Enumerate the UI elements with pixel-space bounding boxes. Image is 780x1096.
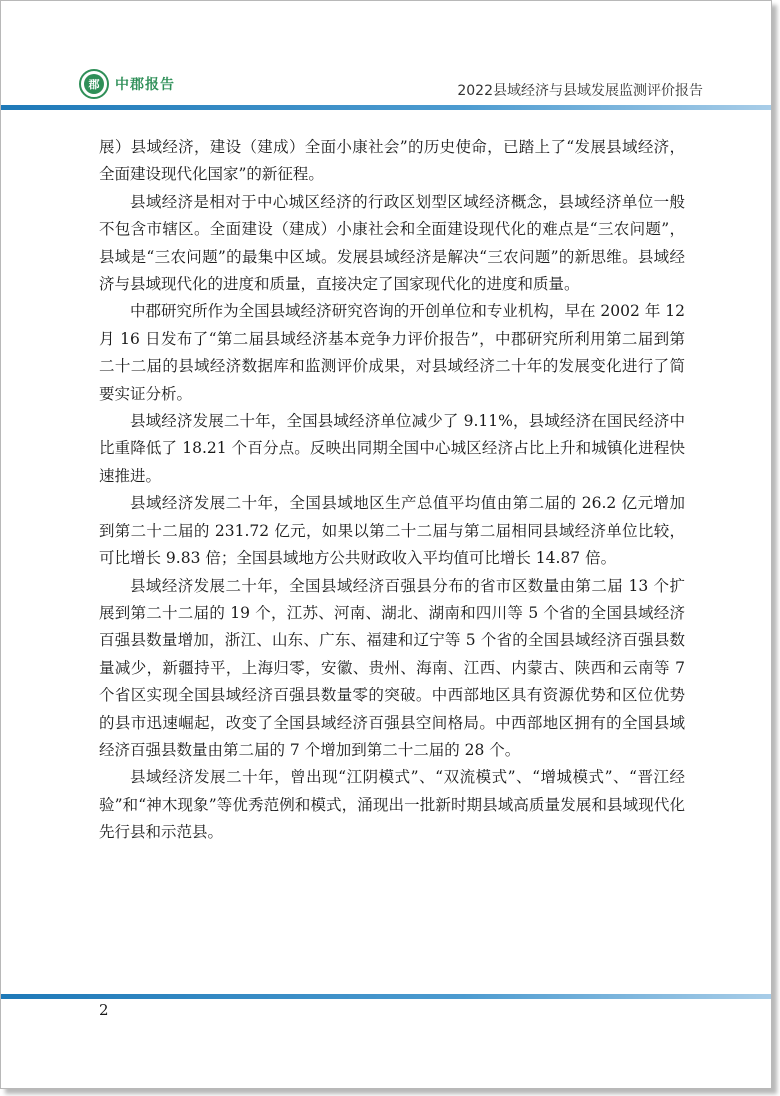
paragraph: 县域经济发展二十年，全国县域地区生产总值平均值由第二届的 26.2 亿元增加到第二十二届的 231.72 亿元，如果以第二十二届与第二届相同县域经济单位比较，可比增长 9.83 倍；全国县域地方公共财政收入平均值可比增长 14.87 倍。 bbox=[99, 494, 685, 568]
paragraph: 县域经济发展二十年，全国县域经济单位减少了 9.11%，县域经济在国民经济中比重降低了 18.21 个百分点。反映出同期全国中心城区经济占比上升和城镇化进程快速推进。 bbox=[99, 412, 685, 485]
paragraph: 中郡研究所作为全国县域经济研究咨询的开创单位和专业机构，早在 2002 年 12 月 16 日发布了“第二届县域经济基本竞争力评价报告”，中郡研究所利用第二届到第二十二届的县域经济数据库和监测评价成果，对县域经济二十年的发展变化进行了简要实证分析。 bbox=[99, 302, 685, 403]
body-text bbox=[99, 134, 685, 847]
brand-seal-icon bbox=[79, 69, 109, 99]
footer-divider bbox=[1, 994, 771, 999]
paragraph: 县域经济是相对于中心城区经济的行政区划型区域经济概念，县域经济单位一般不包含市辖区。全面建设（建成）小康社会和全面建设现代化的难点是“三农问题”，县域是“三农问题”的最集中区域。发展县域经济是解决“三农问题”的新思维。县域经济与县域现代化的进度和质量，直接决定了国家现代化的进度和质量。 bbox=[99, 192, 685, 294]
paragraph: 县域经济发展二十年，全国县域经济百强县分布的省市区数量由第二届 13 个扩展到第二十二届的 19 个，江苏、河南、湖北、湖南和四川等 5 个省的全国县域经济百强县数量增加，浙江、山东、广东、福建和辽宁等 5 个省的全国县域经济百强县数量减少，新疆持平，上海归零，安徽、贵州、海南、江西、内蒙古、陕西和云南等 7 个省区实现全国县域经济百强县数量零的突破。中西部地区具有资源优势和区位优势的县市迅速崛起，改变了全国县域经济百强县空间格局。中西部地区拥有的全国县域经济百强县数量由第二届的 7 个增加到第二十二届的 28 个。 bbox=[99, 576, 685, 759]
header-divider bbox=[1, 105, 771, 110]
brand-logo bbox=[79, 69, 175, 99]
brand-name: 中郡报告 bbox=[115, 77, 175, 93]
page-number: 2 bbox=[99, 1001, 109, 1019]
page-header bbox=[1, 1, 771, 111]
brand-seal-glyph: 郡 bbox=[84, 74, 104, 94]
running-header-title: 2022县域经济与县域发展监测评价报告 bbox=[457, 83, 703, 99]
paragraph-continuation: 展）县域经济，建设（建成）全面小康社会”的历史使命，已踏上了“发展县域经济，全面建设现代化国家”的新征程。 bbox=[99, 138, 685, 184]
paragraph: 县域经济发展二十年，曾出现“江阴模式”、“双流模式”、“增城模式”、“晋江经验”和“神木现象”等优秀范例和模式，涌现出一批新时期县域高质量发展和县域现代化先行县和示范县。 bbox=[99, 768, 685, 842]
